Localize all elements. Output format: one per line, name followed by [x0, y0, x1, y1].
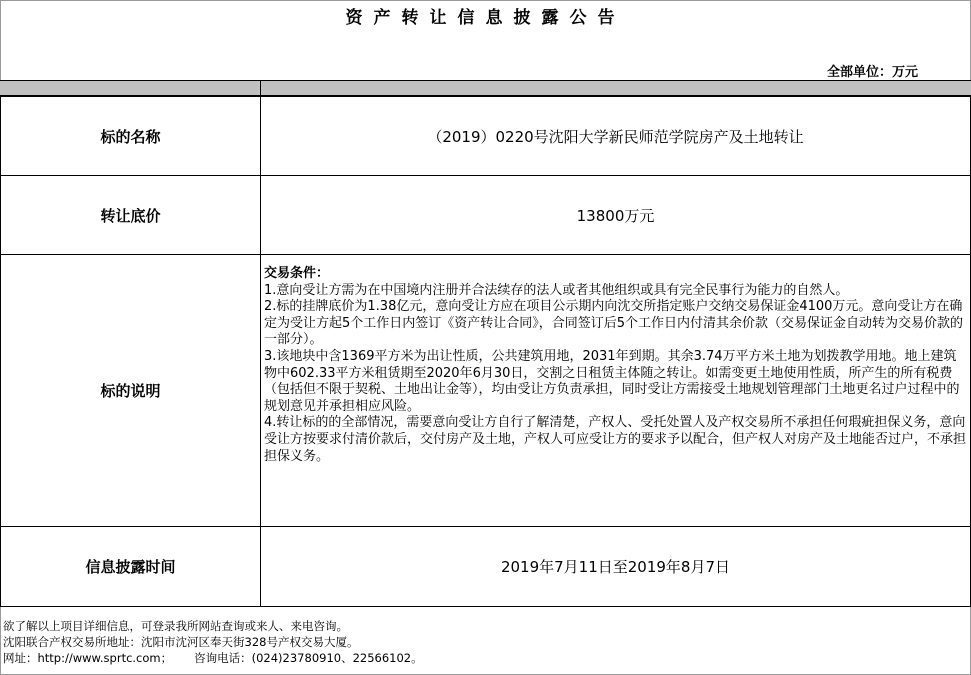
description-paragraph: 4.转让标的的全部情况，需要意向受让方自行了解清楚，产权人、受托处置人及产权交易所不承担任何瑕疵担保义务，意向受让方按要求付清价款后，交付房产及土地，产权人可应受让方的要求予以配合，但产权人对房产及土地能否过户，不承担担保义务。 [264, 415, 967, 464]
price-value: 13800万元 [261, 176, 971, 255]
footer-contact-line [3, 650, 423, 666]
name-value: （2019）0220号沈阳大学新民师范学院房产及土地转让 [261, 97, 971, 176]
description-paragraph: 2.标的挂牌底价为1.38亿元，意向受让方应在项目公示期内向沈交所指定账户交纳交易保证金4100万元。意向受让方在确定为受让方起5个工作日内签订《资产转让合同》，合同签订后5个工作日内付清其余价款（交易保证金自动转为交易价款的一部分）。 [264, 299, 964, 348]
page-title: 资产转让信息披露公告 [345, 8, 626, 28]
table-row [1, 255, 971, 527]
footer [3, 618, 423, 666]
unit-note: 全部单位：万元 [826, 65, 918, 80]
disclosure-time-value: 2019年7月11日至2019年8月7日 [261, 527, 971, 607]
name-label: 标的名称 [1, 97, 261, 176]
info-table [0, 96, 971, 607]
table-row [1, 527, 971, 607]
description-paragraph: 3.该地块中含1369平方米为出让性质，公共建筑用地，2031年到期。其余3.74万平方米土地为划拨教学用地。地上建筑物中602.33平方米租赁期至2020年6月30日，交割之日租赁主体随之转让。如需变更土地使用性质，所产生的所有税费（包括但不限于契税、土地出让金等），均由受让方负责承担，同时受让方需接受土地规划管理部门土地更名过户过程中的规划意见并承担相应风险。 [264, 348, 960, 414]
description-label: 标的说明 [1, 255, 261, 527]
table-row [1, 176, 971, 255]
disclosure-time-label: 信息披露时间 [1, 527, 261, 607]
description-paragraph: 1.意向受让方需为在中国境内注册并合法续存的法人或者其他组织或具有完全民事行为能力的自然人。 [264, 282, 849, 298]
footer-phone: 咨询电话：(024)23780910、22566102。 [194, 651, 423, 665]
header-band-divider [260, 80, 261, 96]
footer-inquiry-note: 欲了解以上项目详细信息，可登录我所网站查询或来人、来电咨询。 [3, 619, 348, 633]
footer-address: 沈阳联合产权交易所地址：沈阳市沈河区奉天街328号产权交易大厦。 [3, 635, 359, 649]
footer-website[interactable]: 网址：http://www.sprtc.com； [3, 651, 173, 665]
description-heading: 交易条件： [264, 266, 330, 281]
table-row [1, 97, 971, 176]
description-cell [261, 255, 971, 527]
header-band [0, 80, 971, 96]
price-label: 转让底价 [1, 176, 261, 255]
